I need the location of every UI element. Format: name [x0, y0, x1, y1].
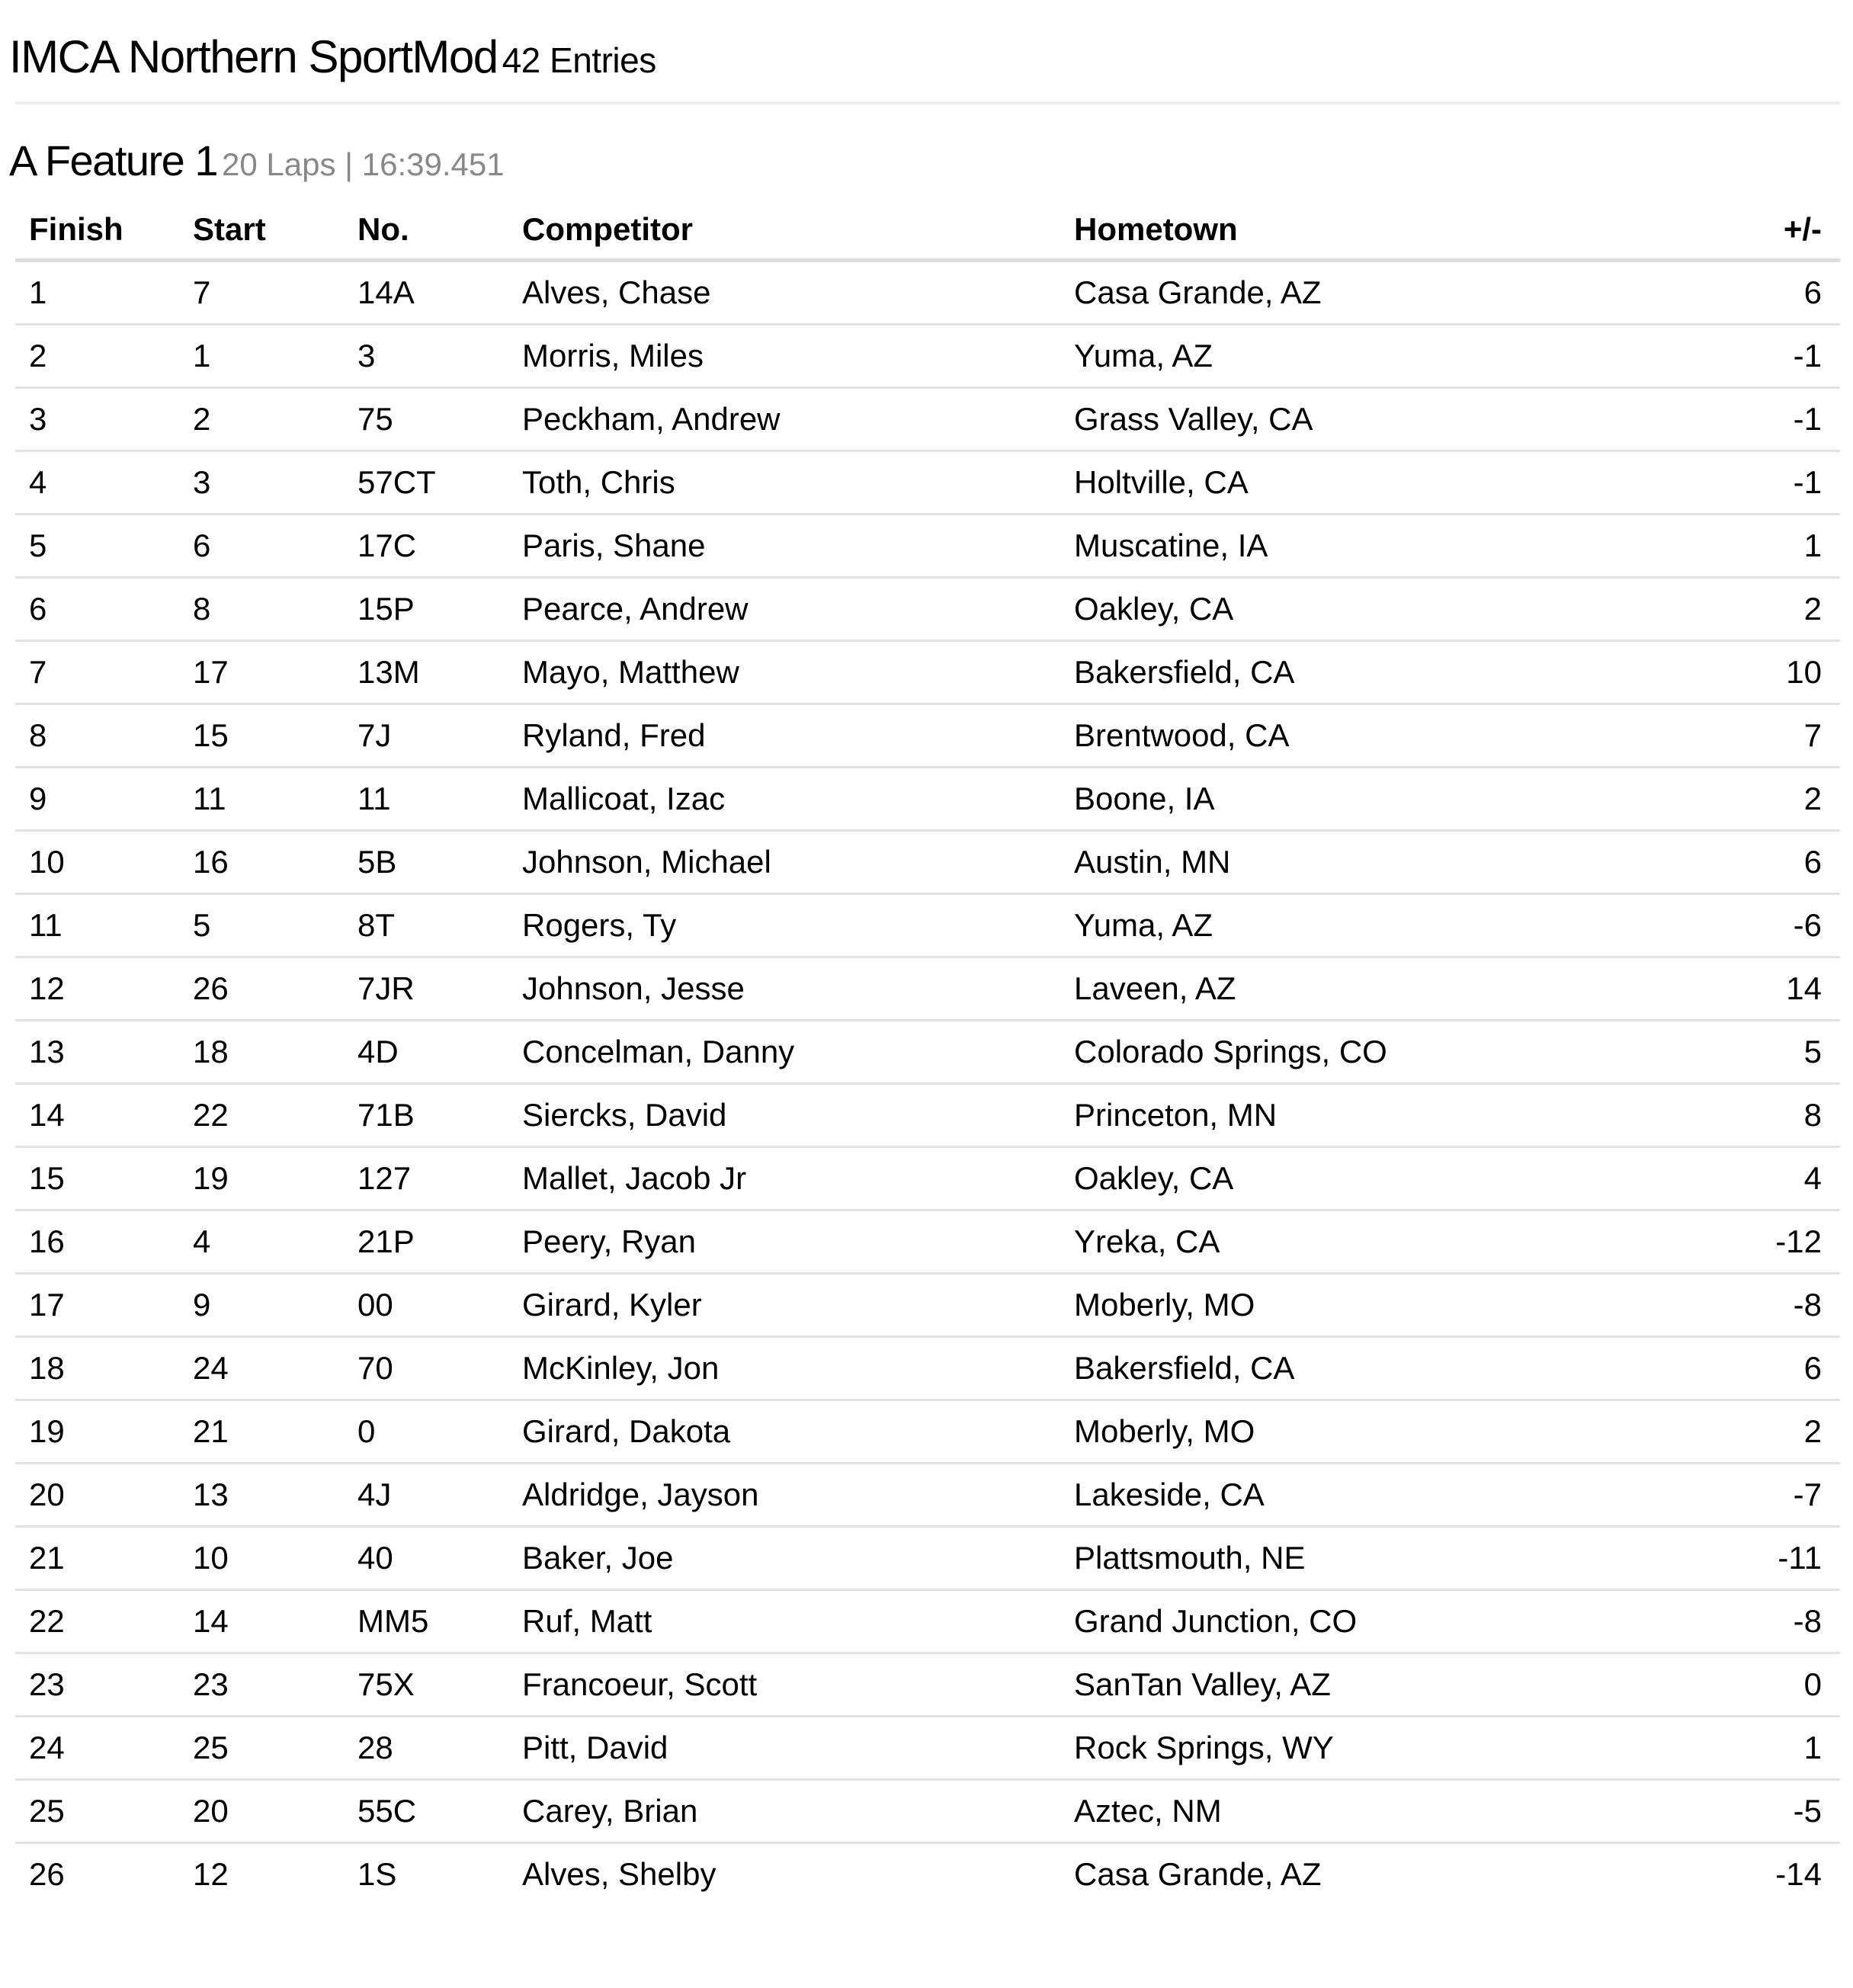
cell-competitor: Concelman, Danny: [508, 1021, 1060, 1084]
cell-change: 4: [1689, 1147, 1840, 1210]
cell-competitor: Ryland, Fred: [508, 704, 1060, 768]
col-number: No.: [344, 200, 508, 261]
col-finish: Finish: [15, 200, 179, 261]
cell-competitor: Mallet, Jacob Jr: [508, 1147, 1060, 1210]
table-header: [15, 200, 1840, 261]
cell-hometown: Oakley, CA: [1060, 578, 1689, 641]
cell-change: 7: [1689, 704, 1840, 768]
cell-competitor: Johnson, Michael: [508, 831, 1060, 894]
cell-competitor: Pearce, Andrew: [508, 578, 1060, 641]
cell-hometown: Moberly, MO: [1060, 1400, 1689, 1464]
cell-number: 13M: [344, 641, 508, 704]
cell-change: -1: [1689, 388, 1840, 451]
cell-finish: 25: [15, 1780, 179, 1843]
col-competitor: Competitor: [508, 200, 1060, 261]
table-row: [15, 1527, 1840, 1590]
cell-number: 3: [344, 325, 508, 388]
cell-hometown: Moberly, MO: [1060, 1274, 1689, 1337]
col-change: +/-: [1689, 200, 1840, 261]
cell-number: 8T: [344, 894, 508, 957]
table-row: [15, 1274, 1840, 1337]
table-row: [15, 831, 1840, 894]
cell-start: 9: [179, 1274, 344, 1337]
cell-change: -14: [1775, 1856, 1822, 1892]
cell-hometown: Aztec, NM: [1060, 1780, 1689, 1843]
cell-number: 55C: [344, 1780, 508, 1843]
cell-start: 21: [179, 1400, 344, 1464]
cell-change: -6: [1689, 894, 1840, 957]
cell-number: 70: [344, 1337, 508, 1400]
cell-competitor: Morris, Miles: [508, 325, 1060, 388]
cell-hometown: Lakeside, CA: [1060, 1464, 1689, 1527]
cell-hometown: Yuma, AZ: [1060, 894, 1689, 957]
cell-finish: 6: [15, 578, 179, 641]
cell-change: -12: [1689, 1210, 1840, 1274]
cell-hometown: Yreka, CA: [1060, 1210, 1689, 1274]
cell-start: 24: [179, 1337, 344, 1400]
cell-hometown: SanTan Valley, AZ: [1060, 1653, 1689, 1717]
cell-competitor: Mayo, Matthew: [508, 641, 1060, 704]
cell-hometown: Grand Junction, CO: [1060, 1590, 1689, 1653]
table-row: [15, 1337, 1840, 1400]
table-row: [15, 1084, 1840, 1147]
cell-number: 57CT: [344, 451, 508, 515]
cell-start: 13: [179, 1464, 344, 1527]
cell-finish: 24: [15, 1717, 179, 1780]
cell-hometown: Bakersfield, CA: [1060, 1337, 1689, 1400]
cell-change: 5: [1689, 1021, 1840, 1084]
cell-start: 15: [179, 704, 344, 768]
cell-hometown: Holtville, CA: [1060, 451, 1689, 515]
cell-hometown: Rock Springs, WY: [1060, 1717, 1689, 1780]
cell-hometown: Yuma, AZ: [1060, 325, 1689, 388]
table-row: [15, 451, 1840, 515]
table-row: [15, 261, 1840, 325]
cell-start: 16: [179, 831, 344, 894]
class-name: IMCA Northern SportMod: [9, 31, 498, 82]
cell-number: 1S: [357, 1856, 397, 1892]
race-name: A Feature 1: [9, 136, 218, 184]
cell-finish: 13: [15, 1021, 179, 1084]
cell-finish: 21: [15, 1527, 179, 1590]
cell-start: 3: [179, 451, 344, 515]
cell-finish: 9: [15, 768, 179, 831]
table-row: [15, 1843, 1840, 1906]
cell-change: -7: [1689, 1464, 1840, 1527]
cell-competitor: Toth, Chris: [508, 451, 1060, 515]
cell-change: 14: [1689, 957, 1840, 1021]
cell-start: 17: [179, 641, 344, 704]
cell-number: 17C: [344, 515, 508, 578]
cell-competitor: Francoeur, Scott: [508, 1653, 1060, 1717]
cell-change: -5: [1689, 1780, 1840, 1843]
cell-change: -1: [1689, 325, 1840, 388]
cell-change: -8: [1689, 1590, 1840, 1653]
table-row: [15, 325, 1840, 388]
cell-competitor: Aldridge, Jayson: [508, 1464, 1060, 1527]
entries-count: 42 Entries: [502, 40, 656, 80]
cell-number: 0: [344, 1400, 508, 1464]
cell-start: 23: [179, 1653, 344, 1717]
cell-hometown: Grass Valley, CA: [1060, 388, 1689, 451]
cell-hometown: Austin, MN: [1060, 831, 1689, 894]
table-row: [15, 1021, 1840, 1084]
cell-change: 6: [1689, 831, 1840, 894]
table-row: [15, 1717, 1840, 1780]
cell-number: 21P: [344, 1210, 508, 1274]
cell-competitor: Baker, Joe: [508, 1527, 1060, 1590]
cell-start: 19: [179, 1147, 344, 1210]
cell-finish: 10: [15, 831, 179, 894]
cell-hometown: Bakersfield, CA: [1060, 641, 1689, 704]
cell-competitor: Pitt, David: [508, 1717, 1060, 1780]
cell-change: 2: [1689, 1400, 1840, 1464]
table-row: [15, 515, 1840, 578]
cell-competitor: Girard, Kyler: [508, 1274, 1060, 1337]
cell-start: 14: [179, 1590, 344, 1653]
cell-change: 1: [1689, 1717, 1840, 1780]
cell-start: 1: [179, 325, 344, 388]
table-row: [15, 641, 1840, 704]
cell-finish: 26: [29, 1856, 65, 1892]
cell-hometown: Brentwood, CA: [1060, 704, 1689, 768]
cell-competitor: Alves, Shelby: [522, 1856, 717, 1892]
cell-change: -1: [1689, 451, 1840, 515]
table-row: [15, 1464, 1840, 1527]
cell-number: 15P: [344, 578, 508, 641]
cell-change: -11: [1689, 1527, 1840, 1590]
cell-change: 0: [1689, 1653, 1840, 1717]
cell-finish: 5: [15, 515, 179, 578]
cell-start: 6: [179, 515, 344, 578]
table-row: [15, 1147, 1840, 1210]
cell-finish: 20: [15, 1464, 179, 1527]
cell-number: 28: [344, 1717, 508, 1780]
cell-hometown: Princeton, MN: [1060, 1084, 1689, 1147]
cell-start: 5: [179, 894, 344, 957]
cell-change: 8: [1689, 1084, 1840, 1147]
cell-hometown: Casa Grande, AZ: [1074, 1856, 1322, 1892]
cell-finish: 15: [15, 1147, 179, 1210]
col-hometown: Hometown: [1060, 200, 1689, 261]
cell-competitor: Paris, Shane: [508, 515, 1060, 578]
cell-start: 12: [193, 1856, 229, 1892]
cell-finish: 16: [15, 1210, 179, 1274]
cell-number: 75X: [344, 1653, 508, 1717]
cell-number: 127: [344, 1147, 508, 1210]
cell-start: 11: [179, 768, 344, 831]
cell-finish: 8: [15, 704, 179, 768]
cell-finish: 23: [15, 1653, 179, 1717]
cell-number: 11: [344, 768, 508, 831]
table-row: [15, 704, 1840, 768]
cell-start: 26: [179, 957, 344, 1021]
cell-competitor: Alves, Chase: [508, 261, 1060, 325]
cell-hometown: Boone, IA: [1060, 768, 1689, 831]
cell-change: -8: [1689, 1274, 1840, 1337]
cell-competitor: McKinley, Jon: [508, 1337, 1060, 1400]
cell-number: 40: [344, 1527, 508, 1590]
cell-finish: 19: [15, 1400, 179, 1464]
cell-hometown: Muscatine, IA: [1060, 515, 1689, 578]
results-table: [15, 200, 1840, 1905]
cell-competitor: Siercks, David: [508, 1084, 1060, 1147]
cell-finish: 14: [15, 1084, 179, 1147]
table-row: [15, 578, 1840, 641]
cell-start: 10: [179, 1527, 344, 1590]
cell-hometown: Colorado Springs, CO: [1060, 1021, 1689, 1084]
cell-start: 2: [179, 388, 344, 451]
cell-competitor: Girard, Dakota: [508, 1400, 1060, 1464]
cell-competitor: Mallicoat, Izac: [508, 768, 1060, 831]
cell-number: MM5: [344, 1590, 508, 1653]
cell-number: 4D: [344, 1021, 508, 1084]
cell-hometown: Plattsmouth, NE: [1060, 1527, 1689, 1590]
cell-competitor: Peckham, Andrew: [508, 388, 1060, 451]
cell-start: 7: [179, 261, 344, 325]
cell-finish: 17: [15, 1274, 179, 1337]
cell-change: 2: [1689, 768, 1840, 831]
cell-finish: 12: [15, 957, 179, 1021]
table-row: [15, 957, 1840, 1021]
cell-start: 8: [179, 578, 344, 641]
cell-start: 4: [179, 1210, 344, 1274]
cell-hometown: Laveen, AZ: [1060, 957, 1689, 1021]
table-row: [15, 388, 1840, 451]
cell-change: 1: [1689, 515, 1840, 578]
cell-finish: 7: [15, 641, 179, 704]
table-row: [15, 1210, 1840, 1274]
cell-finish: 3: [15, 388, 179, 451]
race-info: 20 Laps | 16:39.451: [222, 146, 505, 182]
table-row: [15, 1780, 1840, 1843]
cell-start: 20: [179, 1780, 344, 1843]
cell-number: 71B: [344, 1084, 508, 1147]
table-row: [15, 894, 1840, 957]
cell-hometown: Oakley, CA: [1060, 1147, 1689, 1210]
cell-start: 25: [179, 1717, 344, 1780]
race-title: [9, 136, 505, 185]
col-start: Start: [179, 200, 344, 261]
cell-finish: 22: [15, 1590, 179, 1653]
table-row: [15, 1653, 1840, 1717]
cell-competitor: Johnson, Jesse: [508, 957, 1060, 1021]
cell-competitor: Peery, Ryan: [508, 1210, 1060, 1274]
cell-start: 18: [179, 1021, 344, 1084]
cell-competitor: Rogers, Ty: [508, 894, 1060, 957]
cell-finish: 1: [15, 261, 179, 325]
table-row: [15, 768, 1840, 831]
class-title: [9, 30, 656, 83]
cell-number: 5B: [344, 831, 508, 894]
cell-number: 14A: [344, 261, 508, 325]
divider: [15, 101, 1840, 104]
cell-number: 00: [344, 1274, 508, 1337]
cell-finish: 4: [15, 451, 179, 515]
cell-change: 6: [1689, 261, 1840, 325]
cell-number: 75: [344, 388, 508, 451]
cell-finish: 2: [15, 325, 179, 388]
cell-number: 7J: [344, 704, 508, 768]
cell-number: 4J: [344, 1464, 508, 1527]
cell-hometown: Casa Grande, AZ: [1060, 261, 1689, 325]
table-row: [15, 1590, 1840, 1653]
cell-number: 7JR: [344, 957, 508, 1021]
cell-finish: 11: [15, 894, 179, 957]
cell-change: 10: [1689, 641, 1840, 704]
table-row: [15, 1400, 1840, 1464]
cell-competitor: Carey, Brian: [508, 1780, 1060, 1843]
cell-start: 22: [179, 1084, 344, 1147]
cell-finish: 18: [15, 1337, 179, 1400]
cell-competitor: Ruf, Matt: [508, 1590, 1060, 1653]
cell-change: 6: [1689, 1337, 1840, 1400]
cell-change: 2: [1689, 578, 1840, 641]
